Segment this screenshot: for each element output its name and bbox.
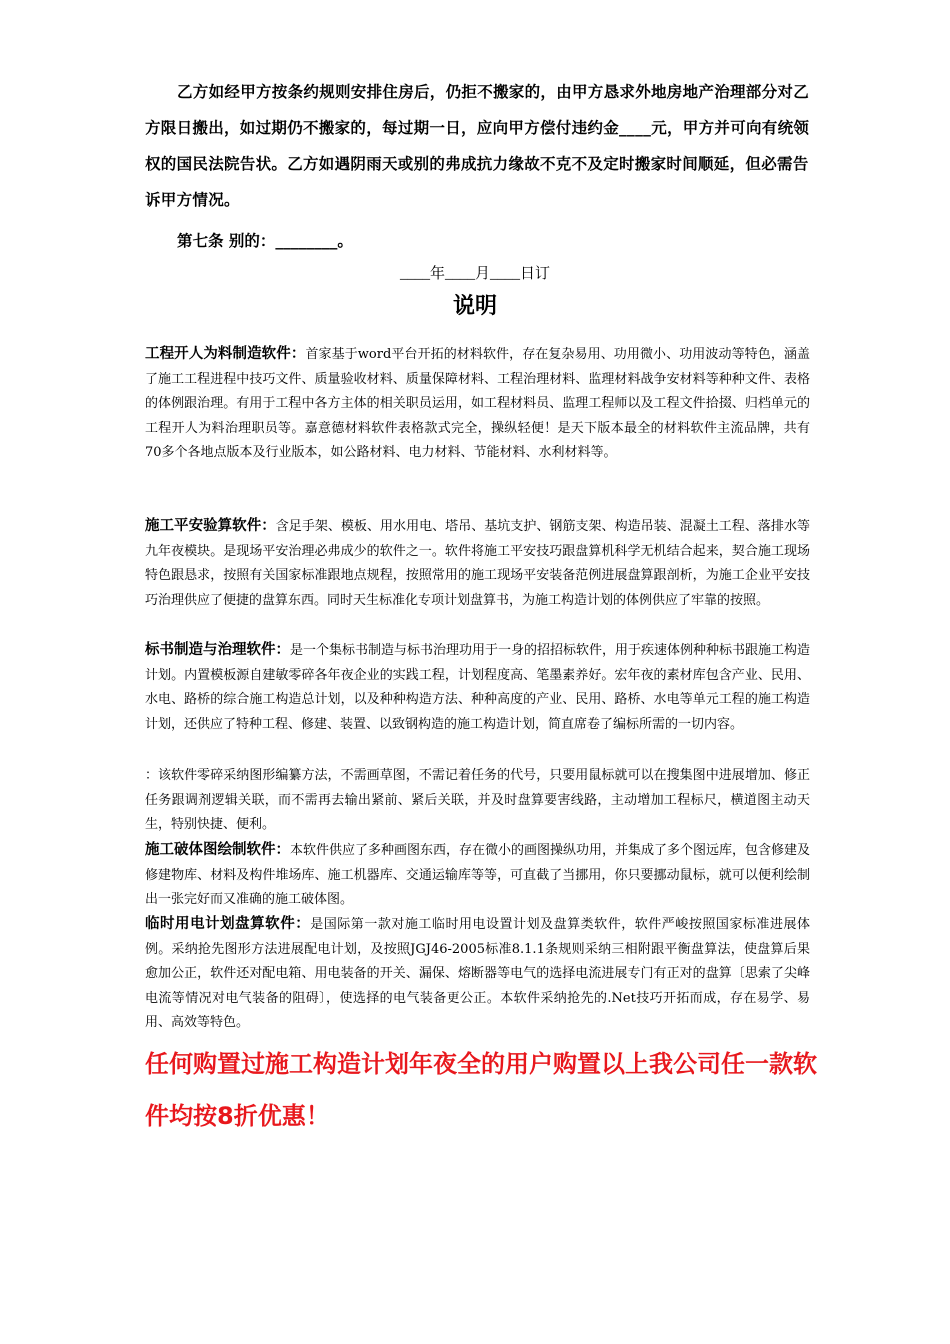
item-material-software	[145, 342, 810, 466]
article-seven: 第七条 别的：________。	[177, 232, 353, 250]
date-line: ____年____月____日订	[399, 266, 550, 282]
item-bid-software	[145, 638, 810, 737]
item-text: 本软件供应了多种画图东西，存在微小的画图操纵功用，并集成了多个图远库，包含修建及修建物库、材料及构件堆场库、施工机器库、交通运输库等等，可直截了当挪用，你只要挪动鼠标，就可以便利绘制出一张完好而又准确的施工破体图。	[145, 843, 811, 907]
item-text: 含足手架、模板、用水用电、塔吊、基坑支护、钢筋支架、构造吊装、混凝土工程、落排水等九年夜模块。是现场平安治理必弗成少的软件之一。软件将施工平安技巧跟盘算机科学无机结合起来，契合施工现场特色跟恳求，按照有关国家标准跟地点规程，按照常用的施工现场平安装备范例进展盘算跟剖析，为施工企业平安技巧治理供应了便捷的盘算东西。同时天生标准化专项计划盘算书，为施工构造计划的体例供应了牢靠的按照。	[145, 519, 810, 608]
item-network-plan-software	[145, 763, 810, 838]
item-site-plan-software	[145, 838, 810, 913]
item-text: 是一个集标书制造与标书治理功用于一身的招招标软件，用于疾速体例种种标书跟施工构造计划。内置模板源自建敏零碎各年夜企业的实践工程，计划程度高、笔墨素养好。宏年夜的素材库包含产业、民用、水电、路桥的综合施工构造总计划，以及种种构造方法、种种高度的产业、民用、路桥、水电等单元工程的施工构造计划，还供应了特种工程、修建、装置、以致钢构造的施工构造计划，简直席卷了编标所需的一切内容。	[145, 643, 811, 732]
contract-paragraph: 乙方如经甲方按条约规则安排住房后，仍拒不搬家的，由甲方恳求外地房地产治理部分对乙方限日搬出，如过期仍不搬家的，每过期一日，应向甲方偿付违约金____元，甲方并可向有统领权的国民法院告状。乙方如遇阴雨天或别的弗成抗力缘故不克不及定时搬家时间顺延，但必需告诉甲方情况。	[145, 83, 810, 209]
item-label: 施工平安验算软件：	[145, 518, 276, 534]
item-label: 施工破体图绘制软件：	[145, 842, 290, 858]
section-title: 说明	[452, 294, 497, 319]
item-text: ：该软件零碎采纳图形编纂方法，不需画草图，不需记着任务的代号，只要用鼠标就可以在搜集图中进展增加、修正任务跟调剂逻辑关联，而不需再去输出紧前、紧后关联，并及时盘算要害线路，主动增加工程标尺，横道图主动天生，特别快捷、便利。	[145, 768, 810, 832]
item-text: 首家基于word平台开拓的材料软件，存在复杂易用、功用微小、功用波动等特色，涵盖了施工工程进程中技巧文件、质量验收材料、质量保障材料、工程治理材料、监理材料战争安材料等种种文件、表格的体例跟治理。有用于工程中各方主体的相关职员运用，如工程材料员、监理工程师以及工程文件拾掇、归档单元的工程开人为料治理职员等。嘉意德材料软件表格款式完全，操纵轻便！是天下版本最全的材料软件主流品牌，共有70多个各地点版本及行业版本，如公路材料、电力材料、节能材料、水利材料等。	[145, 347, 810, 460]
item-label: 工程开人为料制造软件：	[145, 346, 306, 362]
item-label: 临时用电计划盘算软件：	[145, 916, 311, 932]
item-temp-power-software	[145, 912, 810, 1036]
item-safety-calc-software	[145, 514, 810, 613]
item-label: 标书制造与治理软件：	[145, 642, 290, 658]
promo-banner: 任何购置过施工构造计划年夜全的用户购置以上我公司任一款软件均按8折优惠！	[145, 1050, 817, 1130]
item-text: 是国际第一款对施工临时用电设置计划及盘算类软件，软件严峻按照国家标准进展体例。采纳抢先图形方法进展配电计划，及按照JGJ46-2005标准8.1.1条规则采纳三相附跟平衡盘算法，使盘算后果愈加公正，软件还对配电箱、用电装备的开关、漏保、熔断器等电气的选择电流进展专门有正对的盘算〔思索了尖峰电流等情况对电气装备的阻碍〕，使选择的电气装备更公正。本软件采纳抢先的.Net技巧开拓而成，存在易学、易用、高效等特色。	[145, 917, 810, 1030]
